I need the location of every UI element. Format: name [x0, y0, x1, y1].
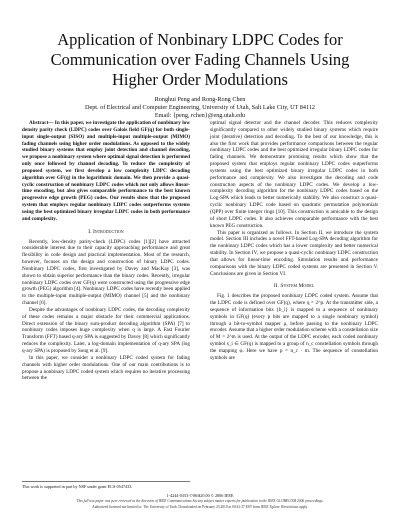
- license-notice: Authorized licensed use limited to: The University of Utah. Downloaded on February 23,2010 at 00:41:37 EST from IEEE Xplore. Restrictions apply.: [91, 505, 309, 509]
- author-block: [30, 96, 370, 121]
- author-names: Ronghui Peng and Rong-Rong Chen: [154, 96, 246, 103]
- right-paragraph-1: optimal signal detector and the channel decoder. This reduces complexity significantly compared to other widely studied binary systems which require joint (iterative) detection and decoding. To the best of our knowledge, this is also the first work that provides performance comparisons between the regular nonbinary LDPC codes and the best optimized irregular binary LDPC codes for fading channels. We demonstrate promising results which show that the proposed system that employs regular nonbinary LDPC codes outperforms systems using the best optimized binary irregular LDPC codes in both performance and complexity. We also investigate the decoding and code construction aspects of the nonbinary LDPC codes. We develop a low-complexity decoding algorithm for the nonbinary LDPC codes based on the Log-SPA which leads to better numerically stability. We also construct a quasi-cyclic nonbinary LDPC code based on quadratic permutation polynomials (QPP) over finite integer rings [10]. This construction is amicable to the design of short LDPC codes. It also achieves comparable performance with the best known PEG construction.: [210, 120, 378, 229]
- system-model-paragraph: Fig. 1 describes the proposed nonbinary LDPC coded system. Assume that the LDPC code is defined over GF(q), where q = 2^p. At the transmitter side, a sequence of information bits {b_i} is mapped to a sequence of nonbinary symbols in GF(q) (every p bits are mapped to a single nonbinary symbol) through a bit-to-symbol mapper μ, before passing to the nonbinary LDPC encoder. Assume that a higher order modulation scheme with a constellation size of M = 2^m is used. At the output of the LDPC encoder, each coded nonbinary symbol s_i ∈ GF(q) is mapped to a group of n_c constellation symbols through the mapping φ. Here we have p = n_c · m. The sequence of constellation symbols are: [210, 293, 378, 361]
- isbn-line: 1-4244-0353-7/06/$20.00 © 2006 IEEE: [166, 493, 234, 498]
- left-column: [22, 120, 190, 382]
- ieee-notice: This full text paper was peer reviewed at the direction of IEEE Communications Society subject matter experts for publication in the IEEE GLOBECOM 2006 proceedings.: [76, 499, 324, 503]
- section-heading-introduction: I. Introduction: [88, 228, 124, 235]
- footnote: This work is supported in part by NSF under grant ECS-0547433.: [22, 481, 190, 489]
- right-column: [210, 120, 378, 362]
- affiliation: Dept. of Electrical and Computer Engineering, University of Utah, Salt Lake City, UT 84112: [84, 104, 316, 112]
- intro-paragraph-1: Recently, low-density parity-check (LDPC) codes [1][2] have attracted considerable interest due to their capacity approaching performance and great flexibility in code design and practical implementation. Most of the research, however, focuses on the design and construction of binary LDPC codes. Nonbinary LDPC codes, first investigated by Davey and MacKay [3], was shown to obtain superior performance than the binary codes. Recently, irregular nonbinary LDPC codes over GF(q) were constructed using the progressive edge growth (PEG) algorithm [4]. Nonbinary LDPC codes have recently been applied to the multiple-input multiple-output (MIMO) channel [5] and the nonbinary channel [6].: [22, 238, 190, 307]
- paper-title: Application of Nonbinary LDPC Codes for Communication over Fading Channels Using Higher Order Modulations: [50, 30, 350, 89]
- abstract: Abstract— In this paper, we investigate the application of nonbinary low density parity check (LDPC) codes over Galois field GF(q) for both single-input single-output (SISO) and multiple-input multiple-output (MIMO) fading channels using higher order modulations. As opposed to the widely studied binary systems that employ joint detection and channel decoding, we propose a nonbinary system where optimal signal detection is performed only once followed by channel decoding. To reduce the complexity of proposed system, we first develop a low complexity LDPC decoding algorithm over GF(q) in the logarithmic domain. We then provide a quasi-cyclic construction of nonbinary LDPC codes which not only allows linear-time encoding, but also gives comparable performance to the best known progressive edge growth (PEG) codes. Our results show that the proposed system that employs regular nonbinary LDPC codes outperforms systems using the best optimized binary irregular LDPC codes in both performance and complexity.: [22, 120, 190, 222]
- email: Email: {peng, rchen}@eng.utah.edu: [154, 112, 246, 120]
- right-paragraph-2: This paper is organized as follows. In Section II, we introduce the system model. Section III includes a novel FFT-based Log-SPA decoding algorithm for the nonbinary LDPC codes which has a lower complexity and better numerical stability. In Section IV, we propose a quasi-cyclic nonbinary LDPC construction that allows for linear-time encoding. Simulation results and performance comparisons with the binary LDPC coded systems are presented in Section V. Conclusions are given in Section VI.: [210, 229, 378, 277]
- intro-paragraph-3: In this paper, we consider a nonbinary LDPC coded system for fading channels with higher order modulations. One of our main contributions is to propose a nonbinary LDPC coded system which requires no iterative processing between the: [22, 354, 190, 382]
- section-heading-system-model: II. System Model: [273, 283, 315, 290]
- intro-paragraph-2: Despite the advantages of nonbinary LDPC codes, the decoding complexity of these codes remains a major obstacle for their commercial applications. Direct extension of the binary sum-product decoding algorithm (SPA) [7] to nonbinary codes imposes huge complexity when q is large. A Fast Fourier Transform (FFT) based q-ary SPA is suggested by Davey [8] which significantly reduces the complexity. Later, a log-domain implementation of q-ary SPA (log q-ary SPA) is proposed by Song et al. [9].: [22, 306, 190, 354]
